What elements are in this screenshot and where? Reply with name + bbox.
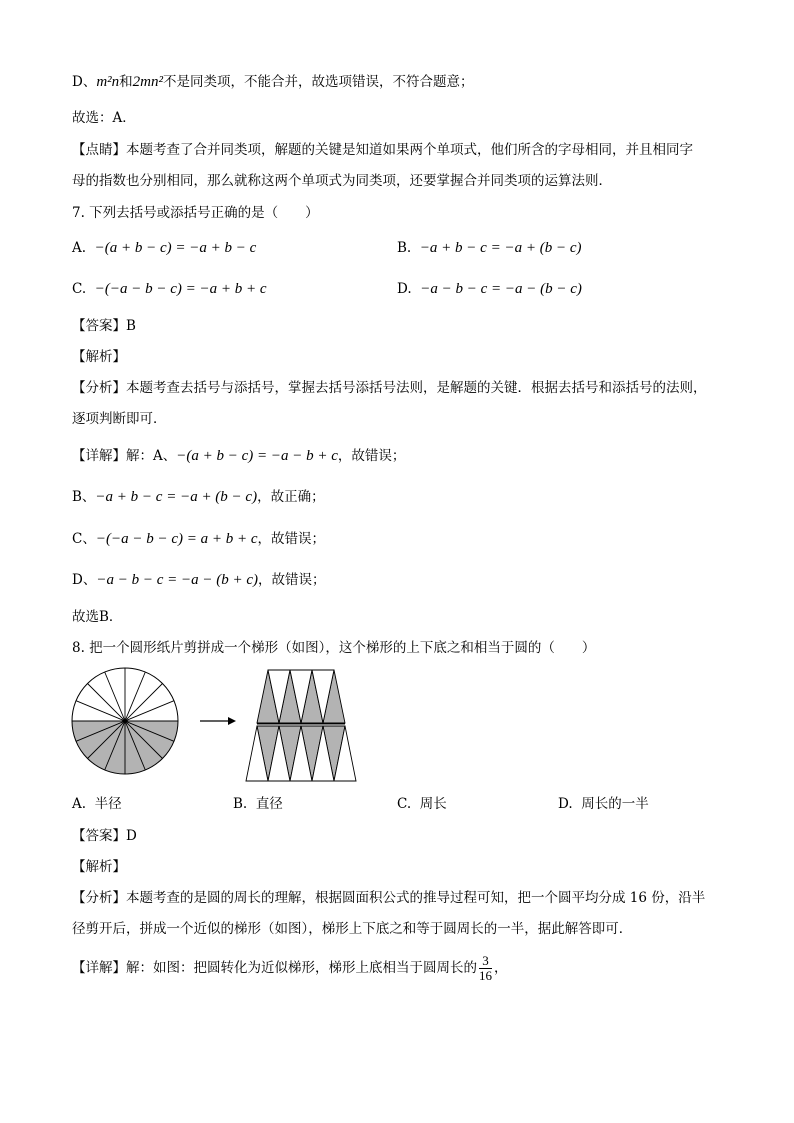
option-expr: −a − b − c = −a − (b − c) [420,281,582,297]
detail-expr: −(−a − b − c) = a + b + c [95,531,258,547]
q7-title: 7. 下列去括号或添括号正确的是（ ） [72,205,319,221]
detail-expr: −a − b − c = −a − (b + c) [96,572,258,588]
q7-detail-c [72,529,325,549]
detail-prefix: B、 [72,489,96,505]
q7-option-c [72,279,267,299]
q8-analysis-line-1: 【分析】本题考查的是圆的周长的理解，根据圆面积公式的推导过程可知，把一个圆平均分成 16 份，沿半 [72,890,706,906]
connector: 和 [119,74,133,90]
q7-answer: 【答案】B [72,318,136,334]
q7-detail-b [72,487,325,507]
detail-suffix: ，故错误； [258,572,326,588]
option-expr: −(−a − b − c) = −a + b + c [94,281,267,297]
q7-option-b [397,238,581,258]
q8-figure [70,666,470,788]
arrow-icon [200,717,236,725]
option-label: B. [233,796,248,812]
q8-answer: 【答案】D [72,828,137,844]
q8-option-d [558,794,649,814]
option-label: C. [397,796,412,812]
detail-prefix: C、 [72,531,96,547]
q7-detail-d [72,570,326,590]
q8-option-a [72,794,122,814]
option-expr: −a + b − c = −a + (b − c) [419,240,582,256]
fraction-numerator: 3 [479,954,492,969]
detail-suffix: ，故错误； [257,531,326,547]
fraction-denominator: 16 [479,968,492,983]
option-label: B. [397,240,412,256]
option-label: A. [72,796,87,812]
detail-suffix: ，故正确； [257,489,325,505]
suffix: 不是同类项，不能合并，故选项错误，不符合题意； [163,74,474,90]
math-term-2: 2mn² [132,74,164,90]
math-term-1: m²n [96,74,120,90]
option-label: C. [72,281,87,297]
q8-detail [72,952,508,984]
q7-select: 故选B． [72,609,123,625]
detail-expr: −(a + b − c) = −a − b + c [176,448,338,464]
q8-option-b [233,794,283,814]
select-a-line: 故选：A． [72,110,136,126]
q7-analysis-line-1: 【分析】本题考查去括号与添括号，掌握去括号添括号法则，是解题的关键．根据去括号和添括号的法则， [72,380,707,396]
circle-radii [72,668,178,774]
detail-suffix: ，故错误； [337,448,406,464]
detail-expr: −a + b − c = −a + (b − c) [95,489,258,505]
comment-line-2: 母的指数也分别相同，那么就称这两个单项式为同类项，还要掌握合并同类项的运算法则． [72,173,612,189]
q7-option-d [397,279,582,299]
q8-analysis-head: 【解析】 [72,859,126,875]
q7-option-a [72,238,256,258]
q7-analysis-line-2: 逐项判断即可． [72,411,167,427]
fraction [479,954,492,983]
trapezoid-diagram [246,670,356,781]
prefix: D、 [72,74,97,90]
option-text: 半径 [94,796,122,812]
q8-title: 8. 把一个圆形纸片剪拼成一个梯形（如图），这个梯形的上下底之和相当于圆的（ ） [72,640,596,656]
q7-analysis-head: 【解析】 [72,349,126,365]
detail-prefix: 【详解】解：A、 [72,448,177,464]
detail-prefix: 【详解】解：如图：把圆转化为近似梯形，梯形上底相当于圆周长的 [72,960,477,976]
option-text: 直径 [255,796,283,812]
detail-suffix: ， [494,960,508,976]
option-label: D. [558,796,573,812]
option-text: 周长 [419,796,447,812]
comment-line-1: 【点睛】本题考查了合并同类项，解题的关键是知道如果两个单项式，他们所含的字母相同，并且相同字 [72,142,693,158]
option-label: A. [72,240,87,256]
q8-option-c [397,794,447,814]
q7-detail-a [72,446,405,466]
circle-diagram [72,668,178,774]
detail-prefix: D、 [72,572,97,588]
option-label: D. [397,281,412,297]
option-text: 周长的一半 [581,796,649,812]
option-expr: −(a + b − c) = −a + b − c [94,240,257,256]
prev-option-d-line [72,72,474,92]
q8-analysis-line-2: 径剪开后，拼成一个近似的梯形（如图），梯形上下底之和等于圆周长的一半，据此解答即可． [72,921,633,937]
